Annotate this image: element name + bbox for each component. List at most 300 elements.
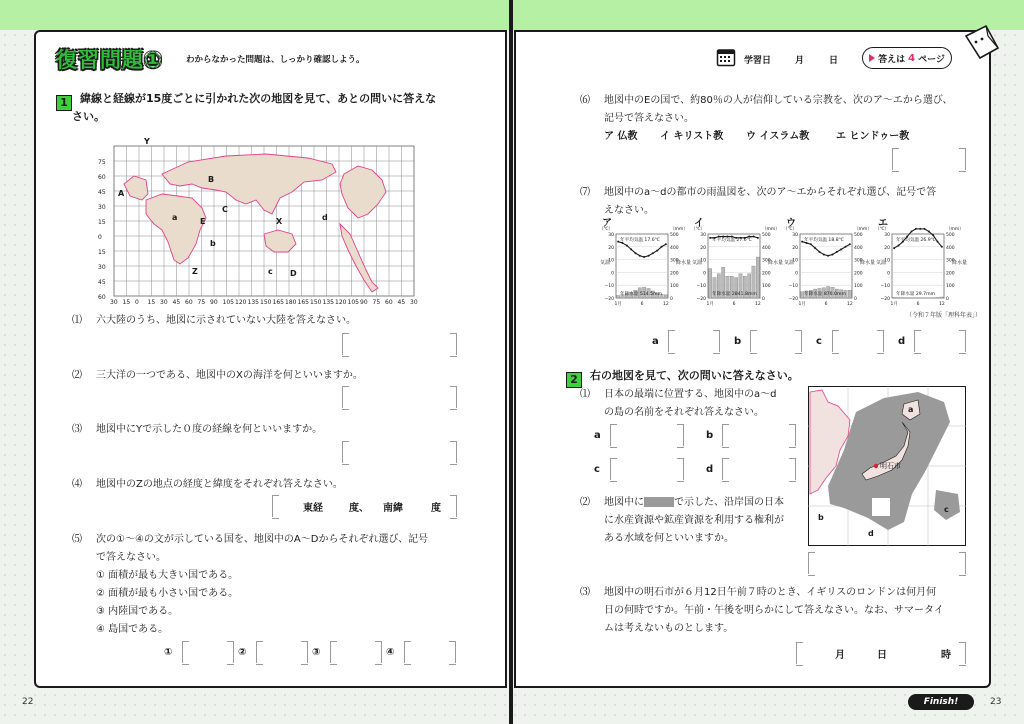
page-number-right: 23	[990, 697, 1002, 707]
answer-box-1-5-1[interactable]	[182, 641, 234, 663]
south-latitude-label: 南緯	[383, 502, 403, 514]
lon-label: 135	[322, 299, 334, 306]
gray-area-swatch	[644, 497, 674, 507]
lon-label: 30	[110, 299, 118, 306]
q2-2	[580, 494, 784, 512]
day-unit-label: 日	[877, 649, 887, 661]
answer-ref-prefix: 答えは	[878, 54, 906, 65]
temp-tick: 20	[608, 245, 614, 251]
precip-bar	[893, 297, 896, 298]
q1-7-answer-label-d: d	[898, 336, 906, 347]
temperature-point	[626, 245, 628, 247]
lon-label: 120	[335, 299, 347, 306]
q2-2-text-pre: 地図中に	[604, 497, 644, 508]
lon-label: 45	[397, 299, 406, 306]
precip-tick: 200	[670, 271, 679, 277]
temp-tick: 20	[884, 245, 890, 251]
x-tick: 1月	[890, 302, 898, 307]
answer-box-2-3[interactable]	[796, 642, 966, 664]
q1-2-text: 三大洋の一つである、地図中のXの海洋を何といいますか。	[96, 370, 363, 381]
climate-chart-svg	[782, 218, 876, 308]
jp-map-label-d: d	[868, 529, 874, 538]
q1-6-choice-a: ア 仏教	[604, 131, 638, 142]
page-number-left: 22	[22, 697, 34, 707]
chart-title: ウ	[786, 218, 796, 229]
temp-unit: （℃）	[599, 227, 614, 232]
answer-box-1-5-3[interactable]	[330, 641, 382, 663]
temperature-point	[937, 241, 939, 243]
japan-map	[808, 386, 966, 546]
map-label-X: X	[276, 217, 283, 226]
section-2-text: 右の地図を見て、次の問いに答えなさい。	[590, 369, 799, 382]
lat-label: 60	[98, 174, 106, 181]
answer-box-2-2[interactable]	[808, 552, 966, 574]
q1-5	[72, 531, 428, 549]
finish-badge	[908, 694, 974, 710]
triangle-icon	[869, 54, 875, 62]
page-subtitle: わからなかった問題は、しっかり確認しよう。	[186, 55, 365, 65]
lat-label: 60	[98, 294, 106, 301]
hour-unit-label: 時	[941, 649, 951, 661]
east-longitude-label: 東経	[303, 502, 323, 514]
answer-box-1-3[interactable]	[342, 441, 457, 463]
q2-1-number: ⑴	[580, 389, 590, 400]
section-2-heading	[566, 368, 582, 388]
lon-label: 165	[297, 299, 309, 306]
temp-tick: 0	[795, 271, 798, 277]
climate-chart-3	[782, 218, 876, 308]
q2-3-text-line1: 地図中の明石市が６月12日午前７時のとき、イギリスのロンドンは何月何	[604, 587, 937, 598]
day-label: 日	[829, 56, 839, 66]
lon-label: 30	[160, 299, 168, 306]
answer-box-2-1-b[interactable]	[722, 424, 796, 446]
plot-frame	[892, 234, 944, 298]
temperature-point	[919, 228, 921, 230]
precip-tick: 100	[946, 284, 955, 290]
temperature-point	[915, 228, 917, 230]
month-label: 月	[795, 56, 805, 66]
lon-label: 15	[122, 299, 131, 306]
temperature-point	[652, 252, 654, 254]
precip-tick: 500	[762, 233, 771, 238]
annual-precip: 年降水量 514.5mm	[620, 292, 662, 297]
section-1-text-line2: さい。	[72, 110, 105, 123]
lon-label: 105	[222, 299, 234, 306]
q1-4-text: 地図中のZの地点の経度と緯度をそれぞれ答えなさい。	[96, 479, 343, 490]
temperature-point	[924, 228, 926, 230]
temp-tick: −20	[696, 297, 706, 302]
temperature-point	[709, 237, 711, 239]
answer-box-2-1-c[interactable]	[610, 458, 684, 480]
q1-6-choice-i: イ キリスト教	[660, 131, 724, 142]
lat-label: 30	[98, 204, 106, 211]
temperature-point	[630, 248, 632, 250]
finish-label: Finish!	[923, 697, 959, 707]
climate-chart-2	[690, 218, 784, 308]
precip-tick: 500	[670, 233, 679, 238]
temperature-point	[941, 246, 943, 248]
x-tick: 12	[938, 302, 945, 307]
precip-unit: （mm）	[946, 227, 964, 232]
temperature-point	[665, 243, 667, 245]
precip-tick: 400	[762, 245, 771, 251]
q1-5-answer-label-2: ②	[238, 647, 247, 658]
answer-box-1-2[interactable]	[342, 386, 457, 408]
answer-ref-suffix: ページ	[918, 54, 945, 65]
temperature-point	[845, 246, 847, 248]
temp-tick: −10	[696, 284, 706, 290]
precip-tick: 100	[762, 284, 771, 290]
temperature-point	[898, 245, 900, 247]
lon-label: 90	[210, 299, 218, 306]
temperature-point	[832, 253, 834, 255]
q1-5-item-1: ① 面積が最も大きい国である。	[96, 570, 239, 581]
answer-box-1-7-a[interactable]	[668, 330, 720, 352]
precip-bar	[940, 297, 943, 298]
precip-axis-label: 降水量	[860, 260, 876, 266]
precip-tick: 300	[762, 258, 771, 264]
map-label-B: B	[208, 175, 215, 184]
lon-label: 135	[247, 299, 259, 306]
precip-bar	[664, 295, 667, 298]
q2-2-number: ⑵	[580, 497, 590, 508]
q1-7-text-line2: えなさい。	[604, 205, 654, 216]
lon-label: 105	[347, 299, 359, 306]
annual-temp: 年平均気温 26.9℃	[896, 238, 936, 243]
q1-3-text: 地図中にYで示した０度の経線を何といいますか。	[96, 424, 323, 435]
q1-1	[72, 312, 356, 330]
map-label-akashi: 明石市	[880, 462, 901, 470]
temperature-point	[836, 251, 838, 253]
lat-label: 15	[98, 219, 106, 226]
precip-axis-label: 降水量	[676, 260, 692, 266]
q1-4-number: ⑷	[72, 479, 82, 490]
q1-7-answer-label-c: c	[816, 336, 822, 347]
answer-box-1-6[interactable]	[892, 148, 966, 170]
jp-map-label-a: a	[908, 405, 914, 414]
section-1-badge: 1	[56, 95, 72, 111]
lat-label: 45	[98, 279, 106, 286]
precip-tick: 400	[854, 245, 863, 251]
precip-tick: 500	[946, 233, 955, 238]
calendar-icon	[716, 47, 736, 67]
q2-3-text-line2: 日の何時ですか。午前・午後を明らかにして答えなさい。なお、サマータイ	[604, 605, 944, 616]
q2-2-text-line3: ある水域を何といいますか。	[604, 533, 734, 544]
q1-6-choice-e: エ ヒンドゥー教	[836, 131, 910, 142]
temp-tick: −20	[604, 297, 614, 302]
study-date-label: 学習日	[744, 56, 772, 66]
temp-tick: −20	[788, 297, 798, 302]
temp-tick: 0	[887, 271, 890, 277]
temperature-point	[819, 251, 821, 253]
temp-tick: 30	[700, 233, 706, 238]
jp-map-label-b: b	[818, 513, 824, 522]
q2-2-text-post: で示した、沿岸国の日本	[674, 497, 784, 508]
temperature-point	[823, 253, 825, 255]
x-tick: 12	[846, 302, 853, 307]
map-label-Y: Y	[144, 137, 150, 146]
q1-7-text-line1: 地図中のa～dの都市の雨温図を、次のア～エからそれぞれ選び、記号で答	[604, 187, 937, 198]
precip-bar	[897, 297, 900, 298]
q1-6-number: ⑹	[580, 95, 590, 106]
lat-label: 75	[98, 159, 106, 166]
q1-5-text-line1: 次の①～④の文が示している国を、地図中のA～Dからそれぞれ選び、記号	[96, 534, 429, 545]
map-label-d: d	[322, 213, 328, 222]
annual-precip: 年降水量 870.0mm	[804, 292, 846, 297]
q2-2-text-line2: に水産資源や鉱産資源を利用する権利が	[604, 515, 784, 526]
precip-tick: 200	[762, 271, 771, 277]
temperature-point	[639, 255, 641, 257]
section-2-badge: 2	[566, 372, 582, 388]
precip-tick: 0	[854, 297, 857, 302]
annual-temp: 年平均気温 18.8℃	[804, 238, 844, 243]
x-tick: 1月	[706, 302, 714, 307]
temp-tick: 0	[703, 271, 706, 277]
annual-temp: 年平均気温 17.6℃	[620, 238, 660, 243]
temperature-point	[893, 247, 895, 249]
temperature-point	[849, 243, 851, 245]
temp-tick: 0	[611, 271, 614, 277]
temperature-point	[757, 237, 759, 239]
q1-5-answer-label-1: ①	[164, 647, 173, 658]
chart-title: ア	[602, 218, 612, 229]
temperature-point	[810, 243, 812, 245]
lon-label: 30	[410, 299, 418, 306]
book-spine	[509, 0, 513, 724]
temp-tick: 10	[700, 258, 706, 264]
answer-box-1-1[interactable]	[342, 333, 457, 355]
q1-5-item-3: ③ 内陸国である。	[96, 606, 179, 617]
temperature-point	[840, 248, 842, 250]
climate-chart-1	[598, 218, 692, 308]
temperature-point	[661, 246, 663, 248]
q2-1	[580, 386, 776, 404]
temp-tick: −10	[788, 284, 798, 290]
x-tick: 1月	[798, 302, 806, 307]
answer-box-1-7-d[interactable]	[914, 330, 966, 352]
annual-temp: 年平均気温 27.6℃	[712, 238, 752, 243]
precip-tick: 500	[854, 233, 863, 238]
lon-label: 180	[285, 299, 297, 306]
x-tick: 12	[754, 302, 761, 307]
x-tick: 6	[916, 302, 920, 307]
map-label-a: a	[172, 213, 178, 222]
temp-axis-label: 気温	[692, 260, 703, 266]
temperature-point	[801, 241, 803, 243]
temperature-point	[643, 256, 645, 258]
q1-1-number: ⑴	[72, 315, 82, 326]
annual-precip: 年降水量 2841.8mm	[712, 292, 757, 297]
page-title: 復習問題①	[56, 48, 163, 72]
lon-label: 120	[235, 299, 247, 306]
q1-6-choice-u: ウ イスラム教	[746, 131, 810, 142]
precip-axis-label: 降水量	[952, 260, 968, 266]
q1-2-number: ⑵	[72, 370, 82, 381]
lon-label: 75	[197, 299, 206, 306]
section-1-text-line1: 緯線と経線が15度ごとに引かれた次の地図を見て、あとの問いに答えな	[80, 92, 437, 105]
q1-7-number: ⑺	[580, 187, 590, 198]
jp-map-label-c: c	[944, 505, 949, 514]
precip-tick: 300	[946, 258, 955, 264]
temp-tick: 30	[792, 233, 798, 238]
answer-box-1-5-2[interactable]	[256, 641, 308, 663]
lat-label: 15	[98, 249, 106, 256]
temp-unit: （℃）	[783, 227, 798, 232]
map-label-E: E	[200, 217, 206, 226]
temp-tick: 30	[608, 233, 614, 238]
q2-3	[580, 584, 936, 602]
lat-label: 30	[98, 264, 106, 271]
q1-1-text: 六大陸のうち、地図に示されていない大陸を答えなさい。	[96, 315, 356, 326]
q1-5-number: ⑸	[72, 534, 82, 545]
lon-label: 15	[147, 299, 156, 306]
q2-1-answer-label-b: b	[706, 430, 714, 441]
lon-label: 150	[260, 299, 272, 306]
precip-unit: （mm）	[670, 227, 688, 232]
lon-label: 60	[385, 299, 393, 306]
month-unit-label: 月	[835, 649, 845, 661]
precip-unit: （mm）	[762, 227, 780, 232]
temperature-point	[656, 250, 658, 252]
q1-6-text-line2: 記号で答えなさい。	[604, 113, 694, 124]
q1-4	[72, 476, 343, 494]
answer-page-link[interactable]	[862, 47, 952, 69]
q1-7	[580, 184, 936, 202]
lon-label: 165	[272, 299, 284, 306]
temperature-point	[911, 230, 913, 232]
lon-label: 150	[310, 299, 322, 306]
precip-tick: 100	[670, 284, 679, 290]
q2-1-text-line2: の島の名前をそれぞれ答えなさい。	[604, 407, 764, 418]
chart-title: エ	[878, 218, 888, 229]
temp-tick: 10	[792, 258, 798, 264]
map-label-c: c	[268, 267, 273, 276]
precip-tick: 200	[946, 271, 955, 277]
lon-label: 75	[372, 299, 381, 306]
q1-3	[72, 421, 322, 439]
temp-axis-label: 気温	[876, 260, 887, 266]
chart-title: イ	[694, 218, 704, 229]
temp-unit: （℃）	[691, 227, 706, 232]
lon-label: 90	[360, 299, 368, 306]
q1-2	[72, 367, 363, 385]
temp-unit: （℃）	[875, 227, 890, 232]
temperature-point	[814, 247, 816, 249]
answer-box-2-1-a[interactable]	[610, 424, 684, 446]
q1-5-text-line2: で答えなさい。	[96, 552, 166, 563]
answer-box-1-5-4[interactable]	[404, 641, 456, 663]
climate-chart-svg	[690, 218, 784, 308]
q1-3-number: ⑶	[72, 424, 82, 435]
map-label-b: b	[210, 239, 216, 248]
x-tick: 6	[732, 302, 736, 307]
lat-label: 45	[98, 189, 106, 196]
q1-7-answer-label-b: b	[734, 336, 742, 347]
precip-unit: （mm）	[854, 227, 872, 232]
answer-box-2-1-d[interactable]	[722, 458, 796, 480]
temperature-point	[753, 236, 755, 238]
precip-tick: 300	[854, 258, 863, 264]
x-tick: 12	[662, 302, 669, 307]
lon-label: 0	[135, 299, 139, 306]
temp-axis-label: 気温	[784, 260, 795, 266]
temp-tick: 20	[792, 245, 798, 251]
precip-tick: 0	[670, 297, 673, 302]
temperature-point	[827, 255, 829, 257]
precip-tick: 400	[670, 245, 679, 251]
q2-3-text-line3: ムは考えないものとします。	[604, 623, 734, 634]
precip-tick: 100	[854, 284, 863, 290]
answer-ref-page: 4	[908, 52, 916, 64]
precip-tick: 400	[946, 245, 955, 251]
climate-chart-4	[874, 218, 968, 308]
q1-7-answer-label-a: a	[652, 336, 659, 347]
x-tick: 6	[640, 302, 644, 307]
lat-label: 0	[98, 234, 102, 241]
temperature-point	[648, 255, 650, 257]
precip-tick: 0	[762, 297, 765, 302]
answer-box-1-4[interactable]	[272, 495, 457, 517]
x-tick: 1月	[614, 302, 622, 307]
map-label-A: A	[118, 189, 125, 198]
temp-tick: −20	[880, 297, 890, 302]
temp-tick: 20	[700, 245, 706, 251]
degree-label-2: 度	[431, 502, 441, 514]
climate-chart-svg	[598, 218, 692, 308]
x-tick: 6	[824, 302, 828, 307]
temp-tick: 10	[884, 258, 890, 264]
q1-5-item-2: ② 面積が最も小さい国である。	[96, 588, 239, 599]
precip-tick: 200	[854, 271, 863, 277]
annual-precip: 年降水量 29.7mm	[896, 292, 936, 297]
temperature-point	[928, 230, 930, 232]
map-label-Z: Z	[192, 267, 198, 276]
map-label-D: D	[290, 269, 297, 278]
q1-6-text-line1: 地図中のEの国で、約80％の人が信仰している宗教を、次のア～エから選び、	[604, 95, 953, 106]
q1-5-answer-label-4: ④	[386, 647, 395, 658]
chart-source: （令和７年版「理科年表」）	[906, 312, 982, 319]
q2-1-answer-label-a: a	[594, 430, 601, 441]
answer-box-1-7-c[interactable]	[832, 330, 884, 352]
climate-chart-svg	[874, 218, 968, 308]
temp-axis-label: 気温	[600, 260, 611, 266]
precip-tick: 0	[946, 297, 949, 302]
q2-1-answer-label-d: d	[706, 464, 714, 475]
precip-axis-label: 降水量	[768, 260, 784, 266]
q2-1-answer-label-c: c	[594, 464, 600, 475]
temp-tick: −10	[604, 284, 614, 290]
lon-label: 45	[172, 299, 181, 306]
q2-1-text-line1: 日本の最端に位置する、地図中のa～d	[604, 389, 777, 400]
q1-5-item-4: ④ 島国である。	[96, 624, 169, 635]
q1-6	[580, 92, 952, 110]
section-1-heading	[56, 91, 72, 111]
precip-tick: 300	[670, 258, 679, 264]
answer-box-1-7-b[interactable]	[750, 330, 802, 352]
precip-bar	[936, 297, 939, 298]
map-label-C: C	[222, 205, 228, 214]
world-map	[96, 134, 420, 306]
temp-tick: 30	[884, 233, 890, 238]
temp-tick: −10	[880, 284, 890, 290]
temperature-point	[635, 252, 637, 254]
temperature-point	[617, 241, 619, 243]
degree-label-1: 度、	[349, 502, 369, 514]
precip-bar	[848, 290, 851, 298]
temp-tick: 10	[608, 258, 614, 264]
temperature-point	[932, 234, 934, 236]
lon-label: 60	[185, 299, 193, 306]
